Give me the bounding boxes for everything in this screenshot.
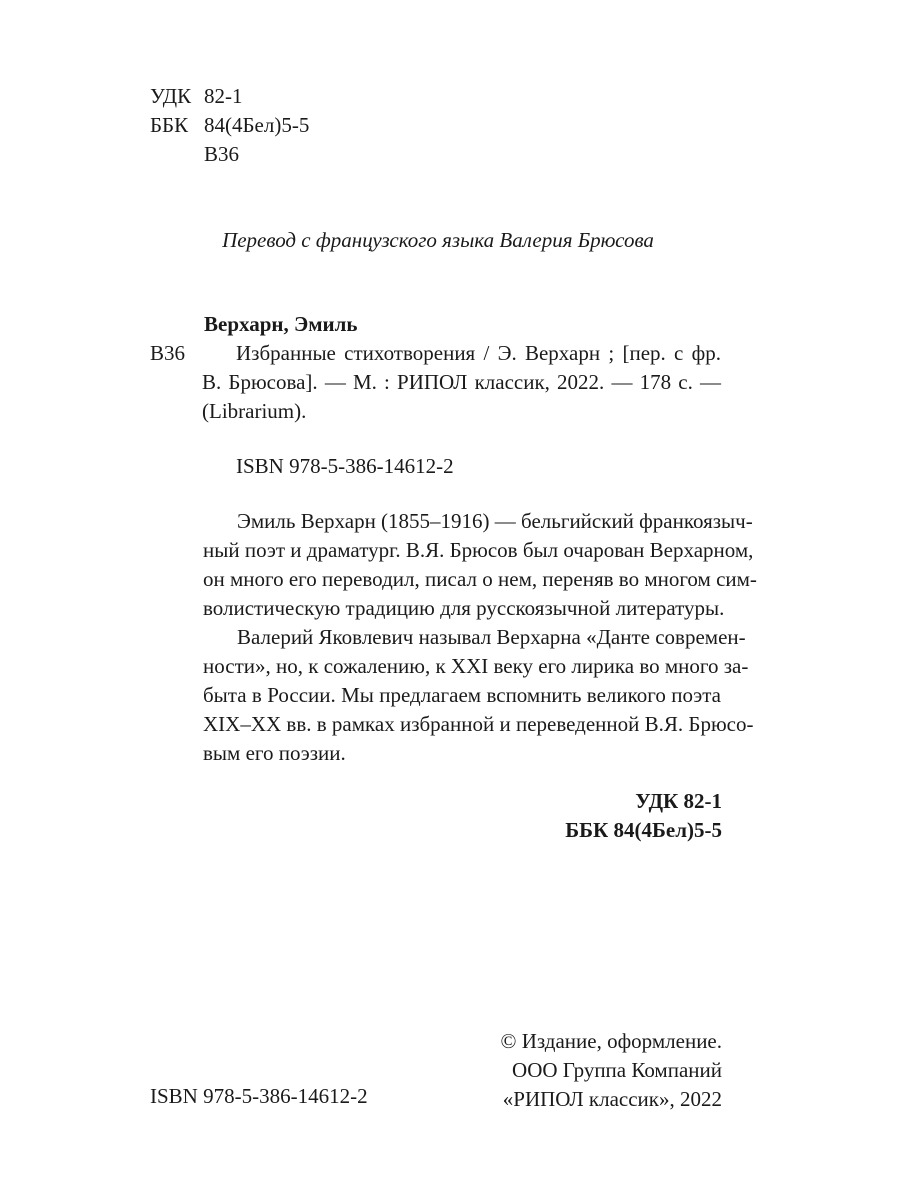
annotation-line: XIX–XX вв. в рамках избранной и переведенной В.Я. Брюсо- [203, 712, 754, 736]
catalog-author: Верхарн, Эмиль [204, 312, 358, 336]
udk-label: УДК [150, 84, 192, 108]
annotation-line: ный поэт и драматург. В.Я. Брюсов был очарован Верхарном, [203, 538, 754, 562]
copyright-block [500, 1027, 722, 1114]
copyright-line: © Издание, оформление. [500, 1029, 722, 1053]
udk-row [150, 82, 309, 111]
copyright-line: «РИПОЛ классик», 2022 [502, 1087, 722, 1111]
annotation-line: ности», но, к сожалению, к XXI веку его лирика во много за- [203, 654, 749, 678]
classification-udk: УДК 82-1 [635, 789, 722, 813]
copyright-line: ООО Группа Компаний [512, 1058, 722, 1082]
annotation-line: вым его поэзии. [203, 741, 346, 765]
header-codes [150, 82, 309, 169]
annotation [203, 507, 757, 768]
annotation-line: он много его переводил, писал о нем, переняв во многом сим- [203, 567, 757, 591]
bbk-value: 84(4Бел)5-5 [204, 113, 310, 137]
annotation-line: волистическую традицию для русскоязычной литературы. [203, 596, 725, 620]
annotation-line: Валерий Яковлевич называл Верхарна «Данте современ- [237, 625, 746, 649]
classification-right [565, 787, 722, 845]
translation-note: Перевод с французского языка Валерия Брюсова [222, 228, 654, 252]
catalog-code: В36 [150, 341, 186, 365]
annotation-line: Эмиль Верхарн (1855–1916) — бельгийский франкоязыч- [237, 509, 753, 533]
author-sign: В36 [204, 142, 240, 166]
bibliographic-description [202, 339, 721, 426]
author-sign-row [150, 140, 309, 169]
annotation-line: быта в России. Мы предлагаем вспомнить великого поэта [203, 683, 721, 707]
biblio-line: В. Брюсова]. — М. : РИПОЛ классик, 2022. — 178 с. — [202, 370, 721, 394]
udk-value: 82-1 [204, 84, 243, 108]
catalog-isbn: ISBN 978-5-386-14612-2 [236, 454, 454, 478]
bbk-row [150, 111, 309, 140]
footer-isbn: ISBN 978-5-386-14612-2 [150, 1084, 368, 1108]
biblio-line: Избранные стихотворения / Э. Верхарн ; [пер. с фр. [236, 341, 721, 365]
bbk-label: ББК [150, 113, 189, 137]
biblio-line: (Librarium). [202, 399, 307, 423]
classification-bbk: ББК 84(4Бел)5-5 [565, 818, 722, 842]
